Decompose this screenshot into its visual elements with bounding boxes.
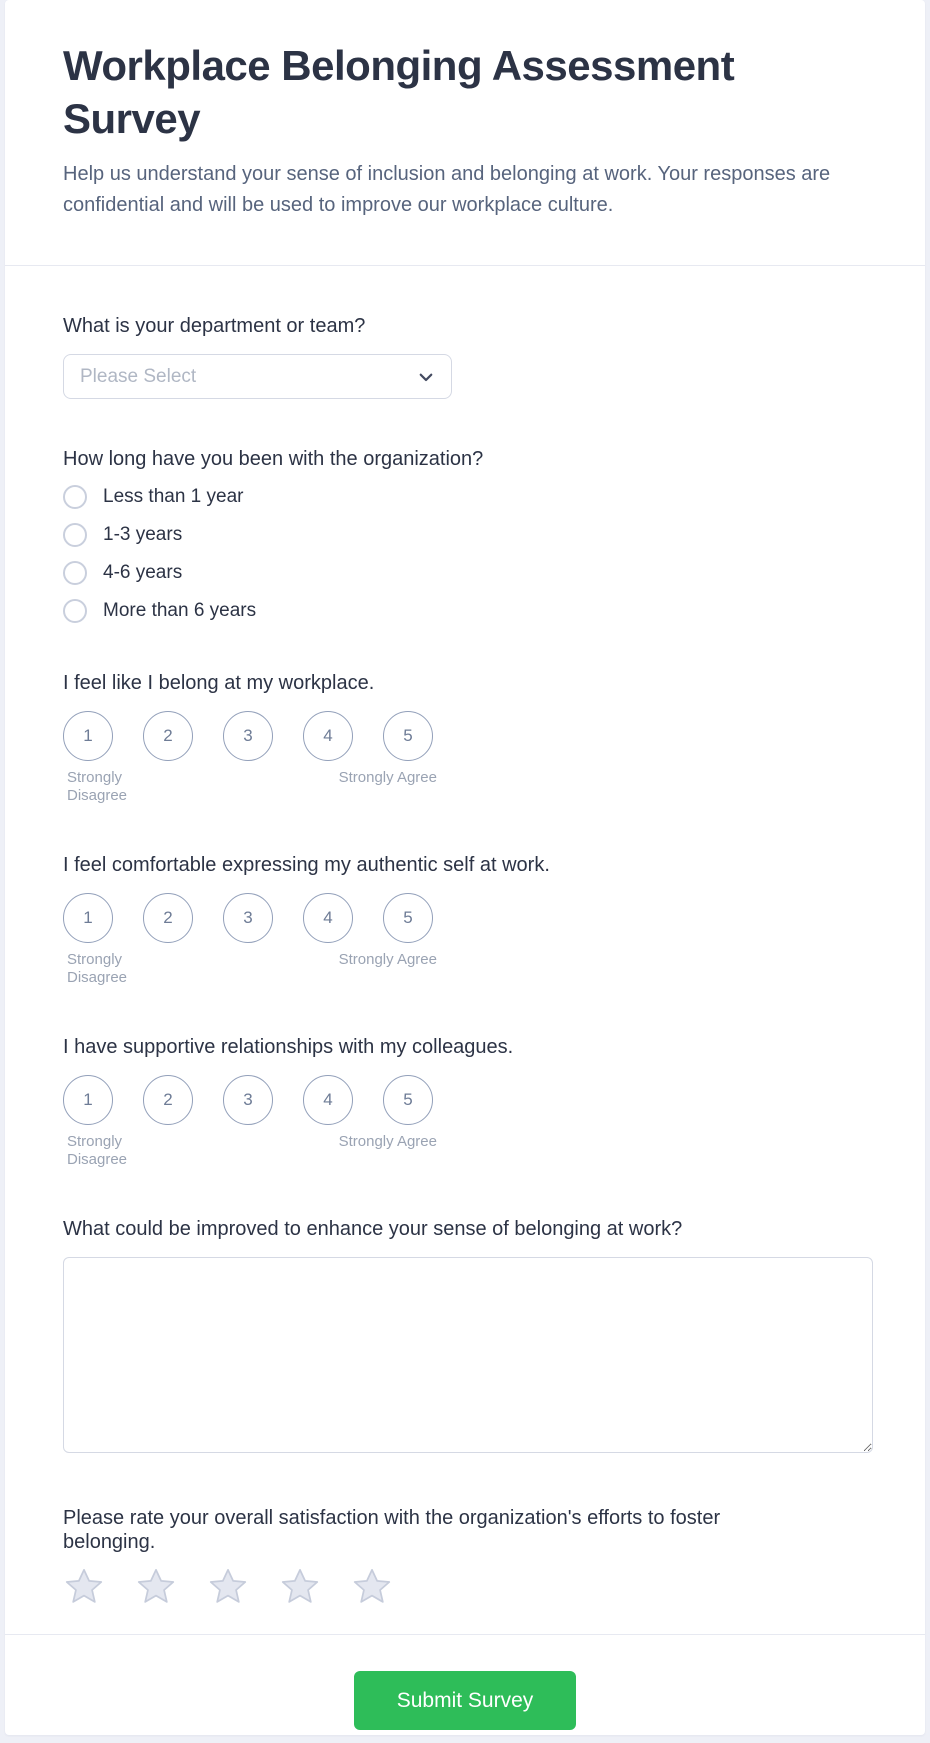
radio-option-less-than-1-year[interactable] (63, 485, 867, 509)
feedback-textarea[interactable] (63, 1257, 873, 1453)
scale-option-3[interactable]: 3 (223, 1075, 273, 1125)
question-open-feedback (63, 1217, 867, 1458)
scale-option-2[interactable]: 2 (143, 893, 193, 943)
star-rating-1[interactable] (63, 1566, 105, 1608)
scale-label-row (63, 951, 437, 987)
scale-option-2[interactable]: 2 (143, 711, 193, 761)
scale-option-5[interactable]: 5 (383, 893, 433, 943)
question-label: I feel comfortable expressing my authentic self at work. (63, 854, 550, 876)
form-subtitle: Help us understand your sense of inclusion and belonging at work. Your responses are confidential and will be used to improve our workplace culture. (63, 163, 831, 216)
question-scale-belong (63, 671, 867, 805)
scale-label-row (63, 1133, 437, 1169)
form-title: Workplace Belonging Assessment Survey (63, 42, 735, 142)
question-scale-supportive-relationships (63, 1035, 867, 1169)
survey-form-card (5, 0, 925, 1735)
scale-option-5[interactable]: 5 (383, 711, 433, 761)
scale-option-4[interactable]: 4 (303, 893, 353, 943)
scale-option-3[interactable]: 3 (223, 893, 273, 943)
scale-label-row (63, 769, 437, 805)
scale-options (63, 1075, 433, 1125)
star-rating-4[interactable] (279, 1566, 321, 1608)
star-rating (63, 1566, 867, 1608)
question-label: Please rate your overall satisfaction with the organization's efforts to foster belonging. (63, 1507, 721, 1553)
scale-options (63, 893, 433, 943)
star-icon (135, 1566, 177, 1608)
scale-max-label: Strongly Agree (338, 1133, 437, 1150)
radio-option-label: Less than 1 year (103, 486, 244, 507)
scale-min-label: Strongly Disagree (67, 769, 128, 804)
question-label: I feel like I belong at my workplace. (63, 672, 375, 694)
question-tenure (63, 447, 867, 623)
scale-option-2[interactable]: 2 (143, 1075, 193, 1125)
question-label: I have supportive relationships with my colleagues. (63, 1036, 514, 1058)
department-select[interactable] (63, 354, 452, 399)
radio-circle[interactable] (63, 485, 87, 509)
radio-option-more-than-6-years[interactable] (63, 599, 867, 623)
form-header (5, 0, 925, 265)
scale-max-label: Strongly Agree (338, 951, 437, 968)
radio-option-4-6-years[interactable] (63, 561, 867, 585)
star-rating-3[interactable] (207, 1566, 249, 1608)
scale-option-1[interactable]: 1 (63, 711, 113, 761)
question-label: How long have you been with the organization? (63, 448, 484, 470)
scale-max-label: Strongly Agree (338, 769, 437, 786)
form-body (5, 266, 925, 1634)
star-icon (63, 1566, 105, 1608)
radio-group (63, 485, 867, 623)
scale-option-4[interactable]: 4 (303, 1075, 353, 1125)
radio-option-label: More than 6 years (103, 600, 257, 621)
scale-min-label: Strongly Disagree (67, 951, 128, 986)
form-footer (5, 1635, 925, 1735)
scale-options (63, 711, 433, 761)
chevron-down-icon (417, 368, 435, 386)
question-scale-authentic-self (63, 853, 867, 987)
radio-option-label: 1-3 years (103, 524, 183, 545)
scale-option-1[interactable]: 1 (63, 1075, 113, 1125)
star-rating-5[interactable] (351, 1566, 393, 1608)
scale-option-4[interactable]: 4 (303, 711, 353, 761)
scale-option-5[interactable]: 5 (383, 1075, 433, 1125)
scale-option-3[interactable]: 3 (223, 711, 273, 761)
radio-circle[interactable] (63, 523, 87, 547)
question-label: What could be improved to enhance your sense of belonging at work? (63, 1218, 683, 1240)
radio-option-label: 4-6 years (103, 562, 183, 583)
scale-min-label: Strongly Disagree (67, 1133, 128, 1168)
radio-option-1-3-years[interactable] (63, 523, 867, 547)
submit-button[interactable]: Submit Survey (354, 1671, 576, 1730)
select-placeholder: Please Select (80, 365, 197, 387)
question-satisfaction-rating (63, 1506, 867, 1608)
star-icon (279, 1566, 321, 1608)
question-label: What is your department or team? (63, 315, 366, 337)
star-icon (351, 1566, 393, 1608)
star-rating-2[interactable] (135, 1566, 177, 1608)
radio-circle[interactable] (63, 561, 87, 585)
question-department (63, 314, 867, 399)
star-icon (207, 1566, 249, 1608)
radio-circle[interactable] (63, 599, 87, 623)
scale-option-1[interactable]: 1 (63, 893, 113, 943)
